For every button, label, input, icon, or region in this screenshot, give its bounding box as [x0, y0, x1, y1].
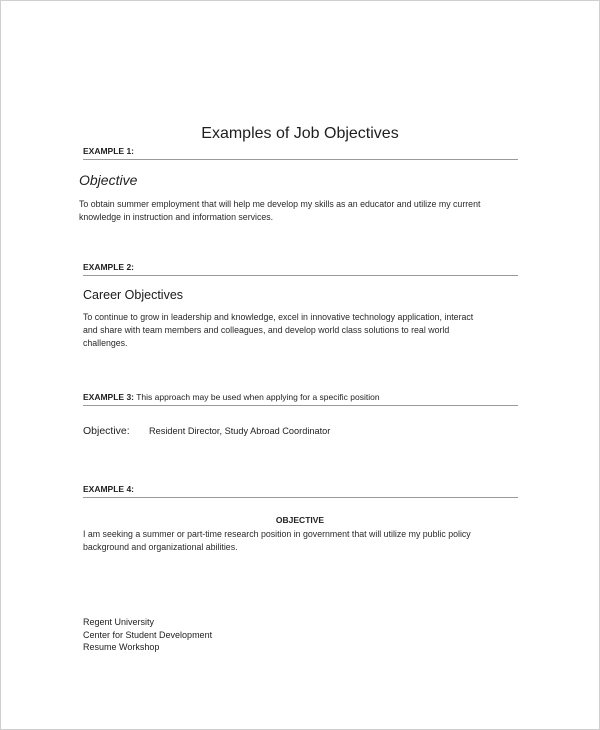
- example-4-heading: OBJECTIVE: [275, 515, 325, 525]
- example-1-label: EXAMPLE 1:: [83, 146, 135, 156]
- example-1-text: [79, 198, 480, 224]
- example-2-text-line: and share with team members and colleagues, and develop world class solutions to real world: [83, 325, 450, 335]
- example-3-label: EXAMPLE 3:: [83, 392, 135, 402]
- document-footer: [83, 616, 212, 654]
- example-4-header: [83, 484, 518, 498]
- example-2-text-line: To continue to grow in leadership and knowledge, excel in innovative technology application, interact: [83, 312, 474, 322]
- example-2-text-line: challenges.: [83, 338, 128, 348]
- example-2-header: [83, 262, 518, 276]
- example-3-header: [83, 392, 518, 406]
- example-2-text: [83, 311, 473, 350]
- footer-line: Resume Workshop: [83, 642, 160, 652]
- example-4-label: EXAMPLE 4:: [83, 484, 135, 494]
- example-1-text-line: To obtain summer employment that will help me develop my skills as an educator and utilize my current: [79, 199, 481, 209]
- example-3-objective-value: Resident Director, Study Abroad Coordinator: [149, 426, 331, 436]
- example-4-text: [83, 528, 471, 554]
- example-4-text-line: I am seeking a summer or part-time research position in government that will utilize my public policy: [83, 529, 471, 539]
- example-2-heading: Career Objectives: [83, 288, 184, 302]
- example-1-header: [83, 146, 518, 160]
- example-4-text-line: background and organizational abilities.: [83, 542, 238, 552]
- example-2-label: EXAMPLE 2:: [83, 262, 135, 272]
- example-3-objective-label: Objective:: [83, 425, 130, 437]
- example-1-heading: Objective: [79, 172, 138, 188]
- example-3-note: This approach may be used when applying for a specific position: [134, 392, 380, 402]
- document-title: Examples of Job Objectives: [201, 125, 399, 142]
- footer-line: Center for Student Development: [83, 629, 213, 640]
- footer-line: Regent University: [83, 617, 155, 627]
- example-1-text-line: knowledge in instruction and information services.: [79, 212, 274, 222]
